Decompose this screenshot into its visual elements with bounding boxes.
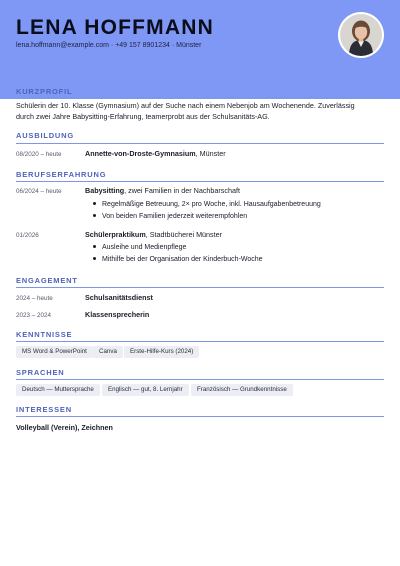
bullet-text: Von beiden Familien jederzeit weiterempfohlen (102, 213, 248, 220)
interests-text: Volleyball (Verein), Zeichnen (16, 423, 113, 432)
engagement-date: 2024 – heute (16, 295, 53, 302)
list-item (93, 256, 263, 263)
section-title-interests: INTERESSEN (16, 405, 72, 414)
engagement-date: 2023 – 2024 (16, 312, 52, 319)
bullet-text: Regelmäßige Betreuung, 2× pro Woche, inkl. Hausaufgabenbetreuung (102, 201, 321, 208)
experience-title (85, 185, 240, 196)
section-divider (16, 341, 384, 342)
skill-chip: Erste-Hilfe-Kurs (2024) (124, 346, 199, 358)
bullet-text: Mithilfe bei der Organisation der Kinderbuch-Woche (102, 256, 263, 263)
bullet-icon (93, 245, 96, 248)
experience-org: , Stadtbücherei Münster (145, 230, 223, 239)
candidate-name: LENA HOFFMANN (16, 16, 214, 39)
bullet-text: Ausleihe und Medienpflege (102, 244, 187, 251)
header-banner (0, 0, 400, 99)
experience-org: , zwei Familien in der Nachbarschaft (124, 186, 240, 195)
engagement-label: Klassensprecherin (85, 310, 150, 319)
section-title-languages: SPRACHEN (16, 368, 65, 377)
bullet-icon (93, 214, 96, 217)
section-title-education: AUSBILDUNG (16, 131, 74, 140)
experience-role: Schülerpraktikum (85, 230, 146, 239)
skill-chip: Canva (93, 346, 123, 358)
section-divider (16, 143, 384, 144)
experience-date: 01/2026 (16, 232, 39, 239)
bullet-icon (93, 257, 96, 260)
contact-line: lena.hoffmann@example.com · +49 157 8901234 · Münster (16, 42, 202, 49)
section-divider (16, 379, 384, 380)
education-place: , Münster (195, 149, 226, 158)
section-title-experience: BERUFSERFAHRUNG (16, 170, 107, 179)
education-date: 08/2020 – heute (16, 151, 62, 158)
language-chip: Französisch — Grundkenntnisse (191, 384, 293, 396)
engagement-label: Schulsanitätsdienst (85, 293, 153, 302)
list-item (93, 244, 186, 251)
section-divider (16, 181, 384, 182)
language-chip: Deutsch — Muttersprache (16, 384, 100, 396)
section-title-profile: KURZPROFIL (16, 87, 73, 96)
section-divider (16, 97, 384, 98)
experience-date: 06/2024 – heute (16, 188, 62, 195)
language-chip: Englisch — gut, 8. Lernjahr (102, 384, 189, 396)
profile-line-1: Schülerin der 10. Klasse (Gymnasium) auf der Suche nach einem Nebenjob am Wochenende. Zuverlässig (16, 101, 355, 110)
list-item (93, 213, 247, 220)
list-item (93, 201, 321, 208)
education-school: Annette-von-Droste-Gymnasium (85, 149, 196, 158)
section-title-skills: KENNTNISSE (16, 330, 73, 339)
section-divider (16, 416, 384, 417)
skill-chip: MS Word & PowerPoint (16, 346, 93, 358)
section-title-engagement: ENGAGEMENT (16, 276, 78, 285)
profile-line-2: durch zwei Jahre Babysitting-Erfahrung, teamerprobt aus der Schulsanitäts-AG. (16, 112, 270, 121)
avatar (338, 12, 384, 58)
bullet-icon (93, 202, 96, 205)
experience-role: Babysitting (85, 186, 125, 195)
experience-title (85, 229, 222, 240)
education-entry (85, 148, 226, 159)
profile-photo (340, 14, 382, 56)
section-divider (16, 287, 384, 288)
